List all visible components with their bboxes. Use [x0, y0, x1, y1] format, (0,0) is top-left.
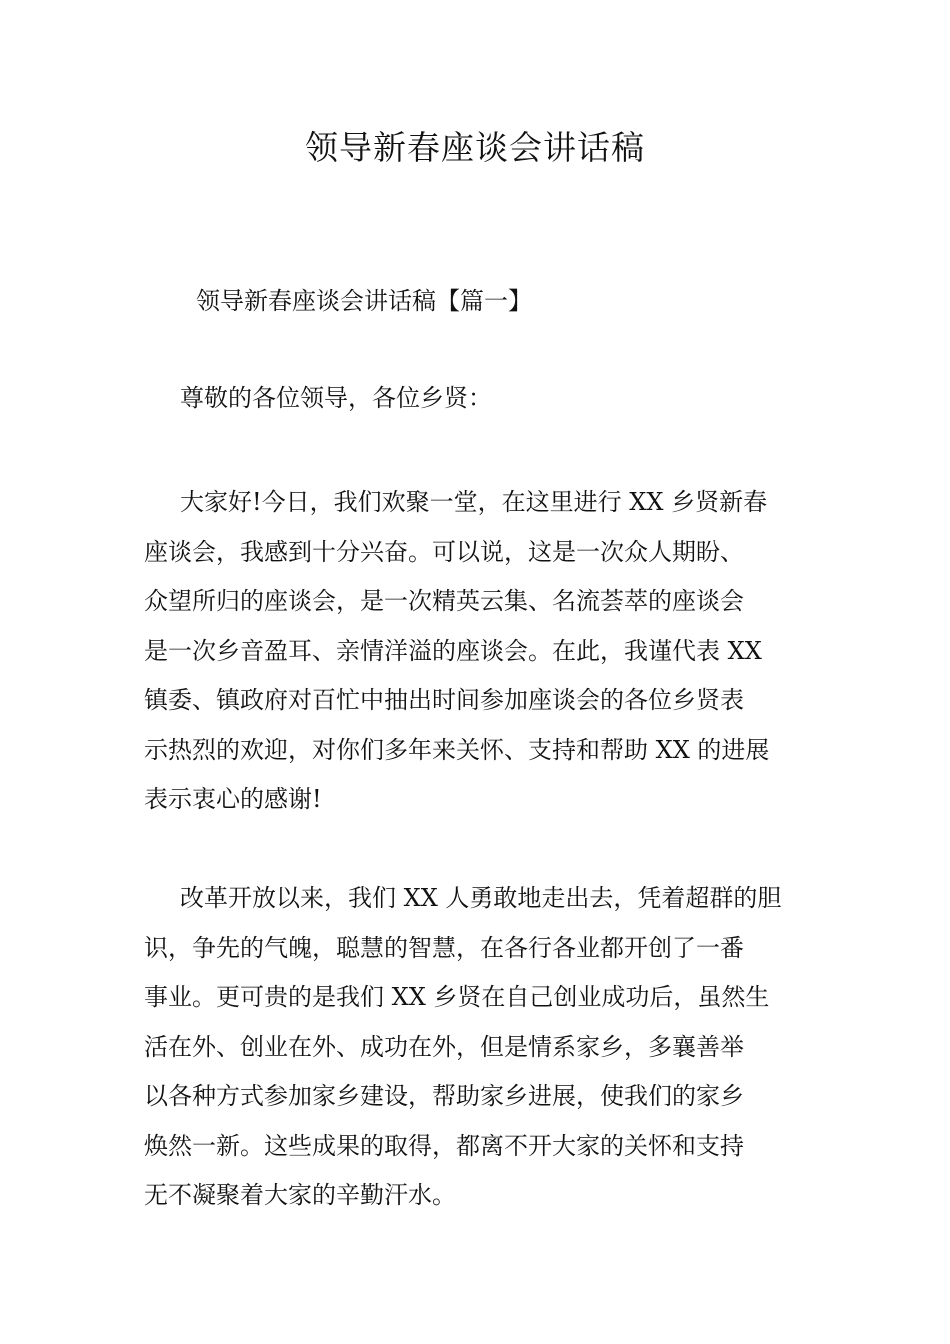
paragraph-line: 表示衷心的感谢!	[144, 785, 322, 813]
paragraph-line: 活在外、创业在外、成功在外，但是情系家乡，多襄善举	[144, 1032, 744, 1061]
paragraph-line: 大家好!今日，我们欢聚一堂，在这里进行 XX 乡贤新春	[180, 488, 768, 516]
paragraph-line: 示热烈的欢迎，对你们多年来关怀、支持和帮助 XX 的进展	[144, 735, 770, 764]
paragraph-line: 改革开放以来，我们 XX 人勇敢地走出去，凭着超群的胆	[180, 884, 782, 912]
body-paragraph-1	[144, 478, 816, 825]
paragraph-line: 事业。更可贵的是我们 XX 乡贤在自己创业成功后，虽然生	[144, 983, 770, 1011]
body-paragraph-2	[144, 874, 816, 1221]
paragraph-line: 镇委、镇政府对百忙中抽出时间参加座谈会的各位乡贤表	[144, 686, 744, 714]
paragraph-line: 识，争先的气魄，聪慧的智慧，在各行各业都开创了一番	[144, 933, 744, 962]
salutation: 尊敬的各位领导，各位乡贤：	[180, 384, 492, 412]
paragraph-line: 是一次乡音盈耳、亲情洋溢的座谈会。在此，我谨代表 XX	[144, 636, 762, 665]
paragraph-line: 以各种方式参加家乡建设，帮助家乡进展，使我们的家乡	[144, 1082, 744, 1110]
section-heading: 领导新春座谈会讲话稿【篇一】	[196, 287, 532, 315]
paragraph-line: 焕然一新。这些成果的取得，都离不开大家的关怀和支持	[144, 1131, 744, 1160]
paragraph-line: 无不凝聚着大家的辛勤汗水。	[144, 1181, 456, 1209]
paragraph-line: 座谈会，我感到十分兴奋。可以说，这是一次众人期盼、	[144, 537, 744, 566]
document-title: 领导新春座谈会讲话稿	[305, 128, 645, 167]
paragraph-line: 众望所归的座谈会，是一次精英云集、名流荟萃的座谈会	[144, 587, 744, 615]
